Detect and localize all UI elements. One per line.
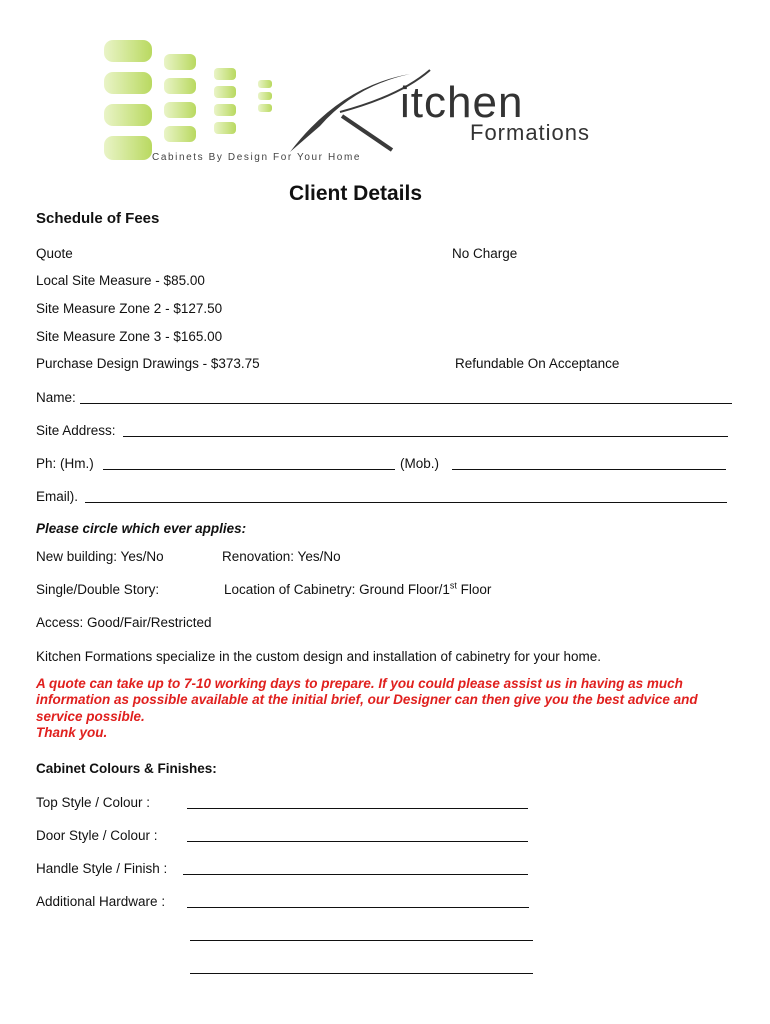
logo-squares-graphic bbox=[100, 36, 280, 166]
phone-mobile-label: (Mob.) bbox=[400, 456, 440, 471]
page-title: Client Details bbox=[289, 182, 423, 205]
fee-row-quote-label: Quote bbox=[36, 246, 73, 261]
hardware-label: Additional Hardware : bbox=[36, 894, 166, 909]
fee-row-zone3: Site Measure Zone 3 - $165.00 bbox=[36, 329, 223, 344]
location-text: Location of Cabinetry: Ground Floor/1 bbox=[224, 582, 450, 597]
notice-line-2: information as possible available at the initial brief, our Designer can then give you the best advice and bbox=[36, 692, 698, 707]
access-option[interactable]: Access: Good/Fair/Restricted bbox=[36, 615, 212, 630]
fee-row-quote-note: No Charge bbox=[452, 246, 518, 261]
site-address-label: Site Address: bbox=[36, 423, 116, 438]
phone-home-label: Ph: (Hm.) bbox=[36, 456, 94, 471]
finishes-heading: Cabinet Colours & Finishes: bbox=[36, 761, 217, 776]
name-label: Name: bbox=[36, 390, 76, 405]
renovation-option[interactable]: Renovation: Yes/No bbox=[222, 549, 341, 564]
fees-heading: Schedule of Fees bbox=[36, 210, 160, 227]
top-style-field[interactable] bbox=[187, 808, 528, 809]
location-suffix: Floor bbox=[456, 582, 492, 597]
name-field[interactable] bbox=[80, 403, 732, 404]
story-option[interactable]: Single/Double Story: bbox=[36, 582, 160, 597]
location-option[interactable] bbox=[224, 582, 491, 597]
handle-style-label: Handle Style / Finish : bbox=[36, 861, 168, 876]
fee-row-drawings-note: Refundable On Acceptance bbox=[455, 356, 620, 371]
new-building-option[interactable]: New building: Yes/No bbox=[36, 549, 164, 564]
logo-tagline: Cabinets By Design For Your Home bbox=[152, 152, 362, 163]
handle-style-field[interactable] bbox=[183, 874, 528, 875]
logo bbox=[100, 36, 700, 166]
fee-row-local-measure: Local Site Measure - $85.00 bbox=[36, 273, 205, 288]
extra-line-2[interactable] bbox=[190, 973, 533, 974]
email-field[interactable] bbox=[85, 502, 727, 503]
location-sup: st bbox=[449, 580, 457, 591]
extra-line-1[interactable] bbox=[190, 940, 533, 941]
notice-line-1: A quote can take up to 7-10 working days to prepare. If you could please assist us in having as much bbox=[36, 676, 683, 691]
door-style-label: Door Style / Colour : bbox=[36, 828, 158, 843]
door-style-field[interactable] bbox=[187, 841, 528, 842]
logo-wordmark: itchen bbox=[400, 78, 524, 127]
phone-mobile-field[interactable] bbox=[452, 469, 726, 470]
fee-row-zone2: Site Measure Zone 2 - $127.50 bbox=[36, 301, 223, 316]
site-address-field[interactable] bbox=[123, 436, 728, 437]
specialize-text: Kitchen Formations specialize in the custom design and installation of cabinetry for your home. bbox=[36, 649, 602, 664]
fee-row-drawings-label: Purchase Design Drawings - $373.75 bbox=[36, 356, 260, 371]
top-style-label: Top Style / Colour : bbox=[36, 795, 151, 810]
notice-line-4: Thank you. bbox=[36, 725, 108, 740]
circle-heading: Please circle which ever applies: bbox=[36, 521, 247, 536]
hardware-field[interactable] bbox=[187, 907, 529, 908]
phone-home-field[interactable] bbox=[103, 469, 395, 470]
notice-line-3: service possible. bbox=[36, 709, 145, 724]
logo-sub-wordmark: Formations bbox=[470, 120, 591, 145]
email-label: Email). bbox=[36, 489, 79, 504]
